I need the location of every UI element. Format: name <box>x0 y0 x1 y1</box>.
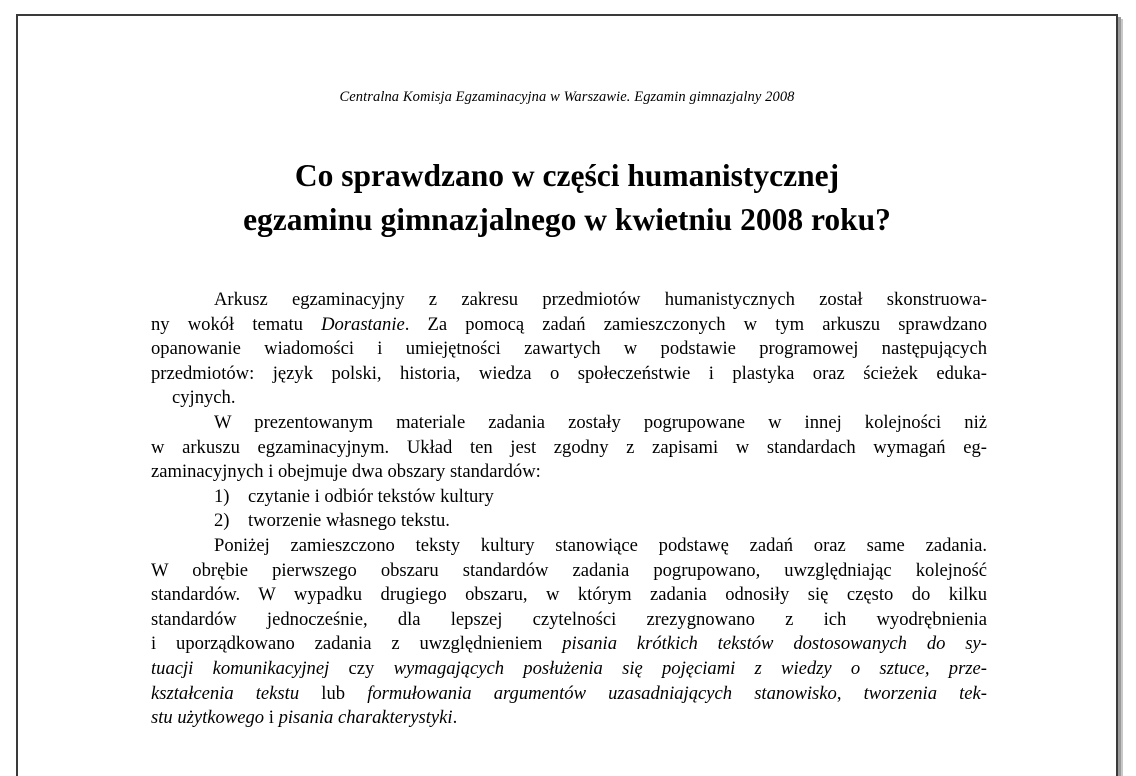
para1-line5: cyjnych. <box>172 387 236 409</box>
text-run: . <box>452 707 458 729</box>
para3-line4: standardów jednocześnie, dla lepszej czytelności zrezygnowano z ich wyodrębnienia <box>151 608 987 630</box>
running-header: Centralna Komisja Egzaminacyjna w Warszawie. Egzamin gimnazjalny 2008 <box>339 89 795 105</box>
text-run: ny wokół tematu <box>151 313 322 335</box>
list-text: czytanie i odbiór tekstów kultury <box>248 485 494 507</box>
para2-line1: W prezentowanym materiale zadania zostały pogrupowane w innej kolejności niż <box>214 411 987 433</box>
title-line-2: egzaminu gimnazjalnego w kwietniu 2008 roku? <box>243 202 891 237</box>
title-line-1: Co sprawdzano w części humanistycznej <box>294 158 840 193</box>
list-text: tworzenie własnego tekstu. <box>248 510 450 532</box>
document-page <box>16 14 1118 776</box>
italic-run: wymagających posłużenia się pojęciami z wiedzy o sztuce, prze- <box>393 657 987 679</box>
italic-run: tuacji komunikacyjnej <box>151 657 330 679</box>
para3-line7 <box>151 682 987 707</box>
italic-run: pisania krótkich tekstów dostosowanych do sy- <box>562 633 987 655</box>
para3-line2: W obrębie pierwszego obszaru standardów zadania pogrupowano, uwzględniając kolejność <box>151 559 987 581</box>
italic-run: kształcenia tekstu <box>151 682 300 704</box>
list-item <box>151 485 987 510</box>
list-number: 1) <box>214 485 230 507</box>
para1-line1: Arkusz egzaminacyjny z zakresu przedmiotów humanistycznych został skonstruowa- <box>214 289 987 310</box>
text-run: i <box>264 707 279 729</box>
para3-line8 <box>151 706 987 731</box>
para1-line4: przedmiotów: język polski, historia, wiedza o społeczeństwie i plastyka oraz ścieżek eduka- <box>151 362 987 384</box>
list-number: 2) <box>214 510 230 532</box>
list-item <box>151 509 987 534</box>
text-run: i uporządkowano zadania z uwzględnieniem <box>151 633 563 655</box>
text-run: , <box>836 682 864 704</box>
page-title <box>18 154 1116 242</box>
body-text <box>151 288 987 731</box>
para1-line2 <box>151 313 987 338</box>
text-run: czy <box>329 657 394 679</box>
para3-line5 <box>151 632 987 657</box>
para2-line2: w arkuszu egzaminacyjnym. Układ ten jest zgodny z zapisami w standardach wymagań eg- <box>151 436 987 458</box>
italic-run: Dorastanie <box>321 313 405 335</box>
italic-run: pisania charakterystyki <box>278 707 453 729</box>
italic-run: tworzenia tek- <box>863 682 987 704</box>
text-run: . Za pomocą zadań zamieszczonych w tym arkuszu sprawdzano <box>404 313 987 335</box>
text-run: lub <box>299 682 368 704</box>
para3-line1: Poniżej zamieszczono teksty kultury stanowiące podstawę zadań oraz same zadania. <box>214 534 987 556</box>
italic-run: stu użytkowego <box>151 707 265 729</box>
para2-line3: zaminacyjnych i obejmuje dwa obszary standardów: <box>151 461 541 483</box>
para3-line6 <box>151 657 987 682</box>
italic-run: formułowania argumentów uzasadniających stanowisko <box>367 682 837 704</box>
para3-line3: standardów. W wypadku drugiego obszaru, w którym zadania odnosiły się często do kilku <box>151 584 987 606</box>
para1-line3: opanowanie wiadomości i umiejętności zawartych w podstawie programowej następujących <box>151 338 987 360</box>
